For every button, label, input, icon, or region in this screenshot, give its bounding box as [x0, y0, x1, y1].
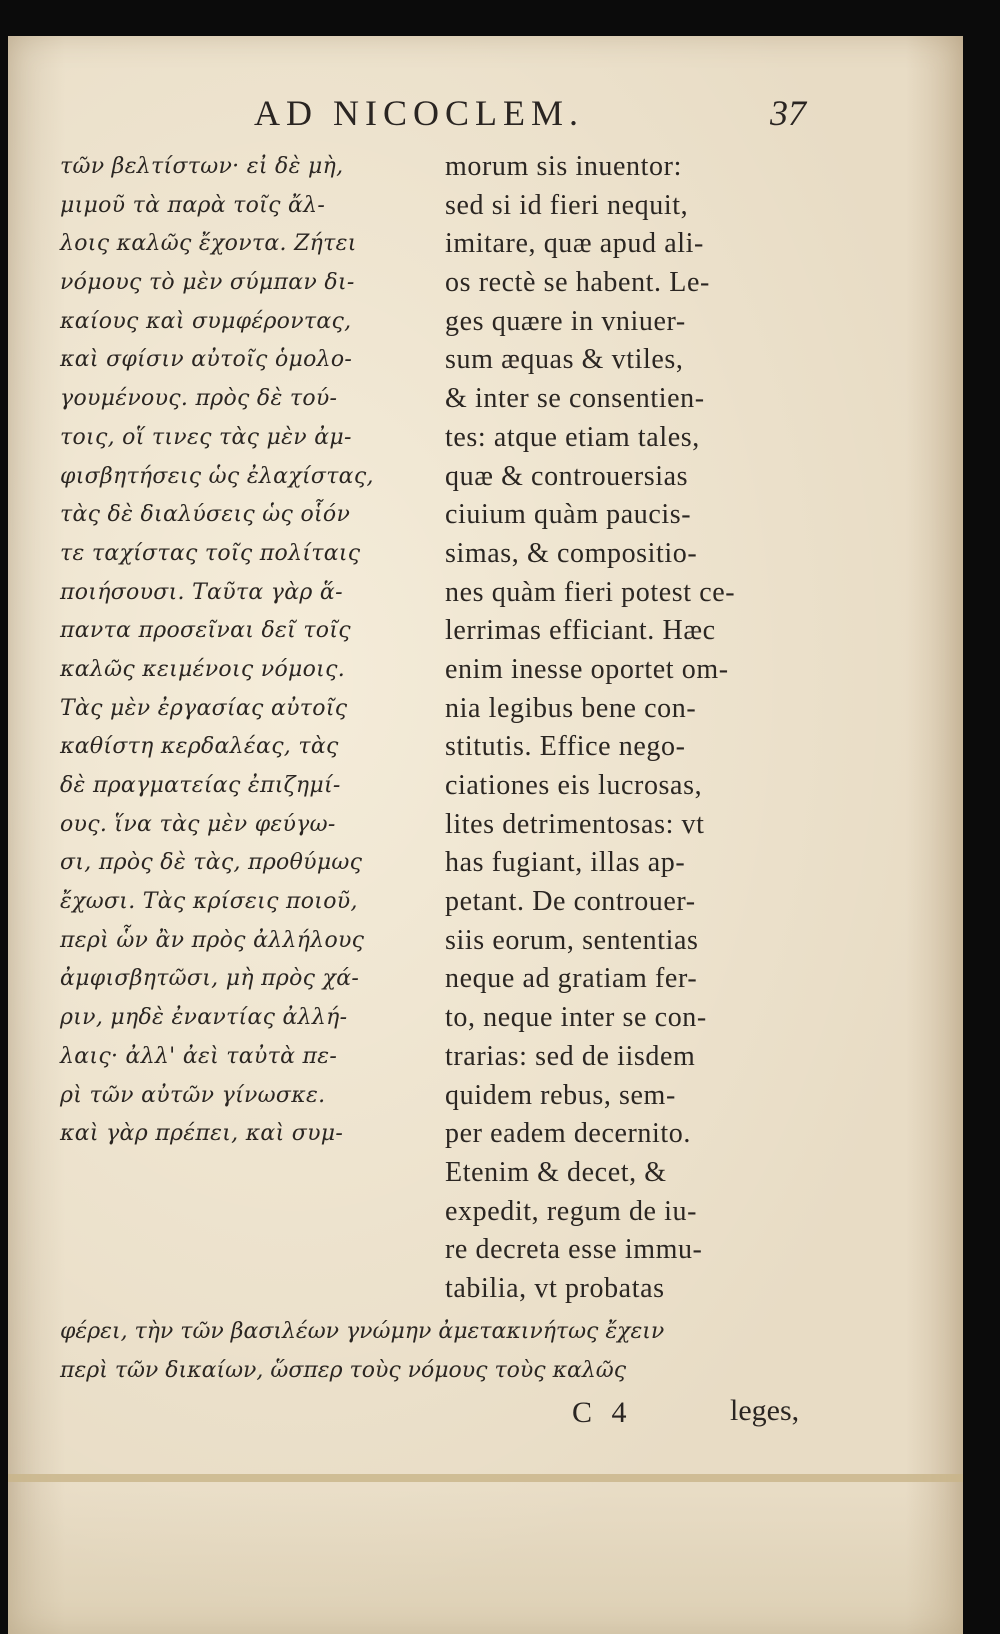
latin-text-line: expedit, regum de iu- [445, 1195, 698, 1227]
greek-text-line: σι, πρὸς δὲ τὰς, προθύμως [60, 850, 363, 876]
latin-text-line: lerrimas efficiant. Hæc [445, 615, 716, 647]
latin-text-line: enim inesse oportet om- [445, 653, 729, 685]
latin-text-line: nia legibus bene con- [445, 692, 697, 724]
latin-text-line: sum æquas & vtiles, [445, 344, 684, 376]
latin-text-line: quæ & controuersias [445, 460, 689, 492]
latin-text-line: neque ad gratiam fer- [445, 963, 698, 995]
latin-text-line: siis eorum, sententias [445, 924, 699, 956]
latin-text-line: per eadem decernito. [445, 1118, 691, 1150]
latin-text-line: Etenim & decet, & [445, 1156, 667, 1188]
greek-full-width-lines [60, 1313, 840, 1390]
greek-text-line: τοις, οἵ τινες τὰς μὲν ἀμ- [60, 424, 352, 450]
latin-text-line: has fugiant, illas ap- [445, 847, 686, 879]
greek-text-line: περὶ ὧν ἂν πρὸς ἀλλήλους [60, 927, 365, 953]
latin-text-line: ges quære in vniuer- [445, 305, 686, 337]
latin-text-line: lites detrimentosas: vt [445, 808, 705, 840]
greek-text-line: γουμένους. πρὸς δὲ τού- [60, 386, 338, 412]
latin-text-line: morum sis inuentor: [445, 151, 682, 182]
greek-text-line: Τὰς μὲν ἐργασίας αὐτοῖς [60, 695, 348, 721]
page-header [0, 92, 1000, 142]
greek-text-line: ἀμφισβητῶσι, μὴ πρὸς χά- [60, 966, 360, 992]
greek-text-line: τε ταχίστας τοῖς πολίταις [60, 540, 361, 566]
latin-text-line: re decreta esse immu- [445, 1234, 703, 1266]
greek-text-line: λοις καλῶς ἔχοντα. Ζήτει [60, 231, 357, 257]
latin-text-column [445, 148, 825, 1309]
page-edge-shadow [8, 1474, 963, 1482]
greek-text-line: μιμοῦ τὰ παρὰ τοῖς ἄλ- [60, 192, 326, 218]
latin-text-line: tabilia, vt probatas [445, 1272, 665, 1304]
latin-text-line: tes: atque etiam tales, [445, 421, 700, 453]
greek-text-line: ἔχωσι. Τὰς κρίσεις ποιοῦ, [60, 889, 358, 915]
greek-full-line: περὶ τῶν δικαίων, ὥσπερ τοὺς νόμους τοὺς καλῶς [60, 1357, 627, 1383]
page-number: 37 [770, 93, 806, 133]
latin-text-line: sed si id fieri nequit, [445, 189, 689, 221]
catchword: leges, [730, 1394, 800, 1427]
greek-text-line: καλῶς κειμένοις νόμοις. [60, 656, 346, 682]
signature-mark: C 4 [572, 1396, 633, 1429]
greek-text-line: δὲ πραγματείας ἐπιζημί- [60, 773, 341, 798]
latin-text-line: trarias: sed de iisdem [445, 1040, 696, 1072]
greek-text-line: τὰς δὲ διαλύσεις ὡς οἷόν [60, 502, 351, 528]
latin-text-line: os rectè se habent. Le- [445, 267, 710, 299]
latin-text-line: & inter se consentien- [445, 383, 705, 415]
greek-text-line: ρὶ τῶν αὐτῶν γίνωσκε. [60, 1082, 326, 1108]
latin-text-line: imitare, quæ apud ali- [445, 228, 704, 260]
greek-text-line: καὶ γὰρ πρέπει, καὶ συμ- [60, 1121, 344, 1147]
latin-text-line: simas, & compositio- [445, 537, 698, 569]
latin-text-line: stitutis. Effice nego- [445, 731, 686, 763]
greek-text-line: ριν, μηδὲ ἐναντίας ἀλλή- [60, 1005, 348, 1031]
latin-text-line: ciationes eis lucrosas, [445, 770, 703, 801]
latin-text-line: nes quàm fieri potest ce- [445, 576, 736, 608]
greek-text-line: τῶν βελτίστων· εἰ δὲ μὴ, [60, 154, 344, 179]
greek-text-line: λαις· ἀλλ' ἀεὶ ταὐτὰ πε- [60, 1043, 338, 1069]
latin-text-line: petant. De controuer- [445, 886, 696, 918]
page-bottom-margin [8, 1490, 963, 1634]
greek-full-line: φέρει, τὴν τῶν βασιλέων γνώμην ἀμετακινήτως ἔχειν [60, 1319, 665, 1344]
greek-text-line: καθίστη κερδαλέας, τὰς [60, 734, 339, 760]
greek-text-line: καὶ σφίσιν αὐτοῖς ὁμολο- [60, 347, 353, 373]
latin-text-line: ciuium quàm paucis- [445, 499, 692, 531]
greek-text-line: ους. ἵνα τὰς μὲν φεύγω- [60, 811, 336, 837]
greek-text-line: νόμους τὸ μὲν σύμπαν δι- [60, 270, 355, 296]
greek-text-line: φισβητήσεις ὡς ἐλαχίστας, [60, 463, 374, 489]
greek-text-column [60, 148, 440, 1154]
greek-text-line: παντα προσεῖναι δεῖ τοῖς [60, 618, 351, 644]
latin-text-line: to, neque inter se con- [445, 1002, 707, 1034]
running-title: AD NICOCLEM. [254, 93, 584, 133]
greek-text-line: ποιήσουσι. Ταῦτα γὰρ ἅ- [60, 579, 343, 605]
latin-text-line: quidem rebus, sem- [445, 1079, 676, 1111]
greek-text-line: καίους καὶ συμφέροντας, [60, 308, 352, 334]
